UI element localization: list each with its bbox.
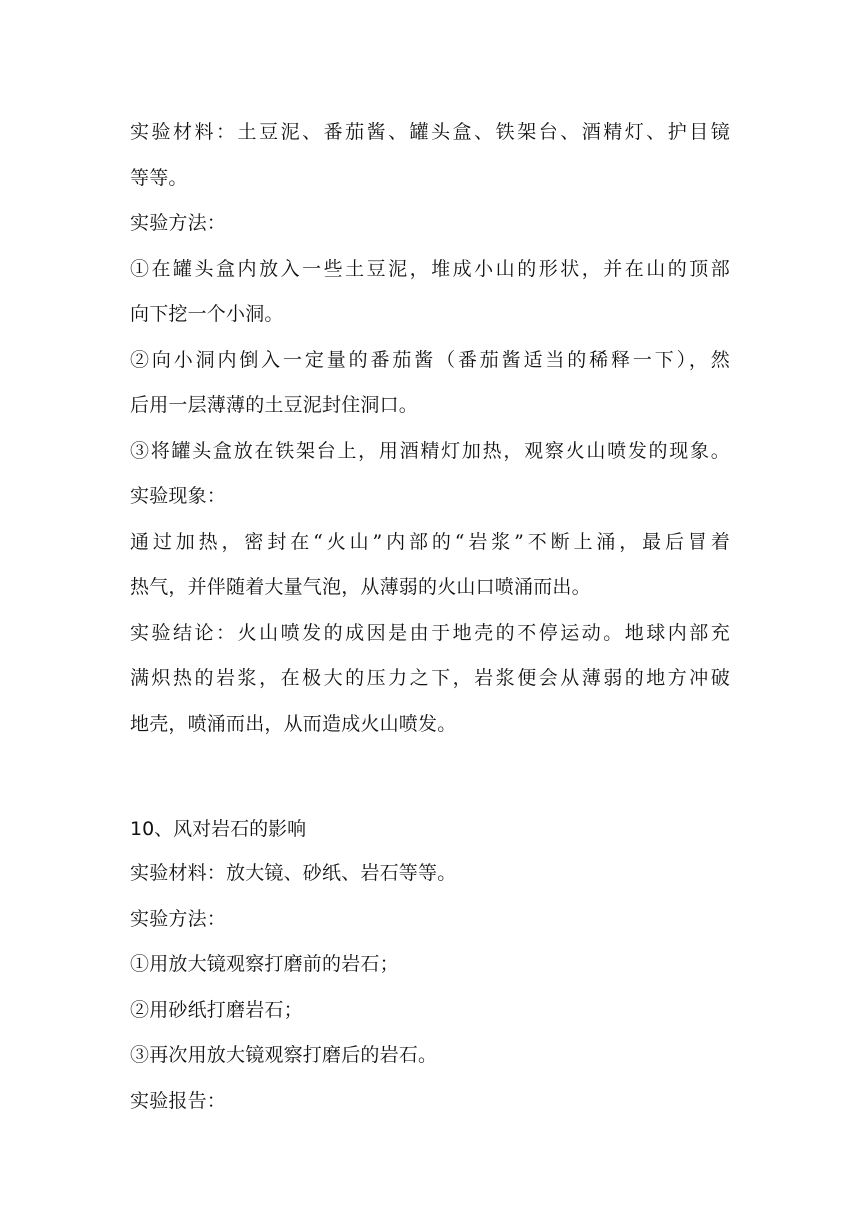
materials-line-1: 实验材料：土豆泥、番茄酱、罐头盒、铁架台、酒精灯、护目镜 [130, 121, 730, 143]
step1-line-2: 向下挖一个小洞。 [130, 303, 284, 325]
phenomenon-line-1: 通过加热，密封在“火山”内部的“岩浆”不断上涌，最后冒着 [130, 530, 730, 553]
step1-line: ①用放大镜观察打磨前的岩石； [130, 953, 399, 975]
section-heading: 10、风对岩石的影响 [130, 818, 307, 840]
step3-line: ③再次用放大镜观察打磨后的岩石。 [130, 1044, 438, 1066]
conclusion-line-3: 地壳，喷涌而出，从而造成火山喷发。 [130, 712, 457, 735]
method-label: 实验方法： [130, 212, 227, 234]
conclusion-line-1: 实验结论：火山喷发的成因是由于地壳的不停运动。地球内部充 [130, 621, 730, 644]
materials-line: 实验材料：放大镜、砂纸、岩石等等。 [130, 862, 457, 884]
method-label: 实验方法： [130, 907, 227, 930]
phenomenon-line-2: 热气，并伴随着大量气泡，从薄弱的火山口喷涌而出。 [130, 576, 591, 598]
phenomenon-label: 实验现象： [130, 485, 227, 507]
step2-line-1: ②向小洞内倒入一定量的番茄酱（番茄酱适当的稀释一下），然 [130, 348, 730, 371]
page-content [130, 110, 730, 1124]
step2-line: ②用砂纸打磨岩石； [130, 998, 303, 1021]
report-label: 实验报告： [130, 1089, 227, 1112]
conclusion-line-2: 满炽热的岩浆，在极大的压力之下，岩浆便会从薄弱的地方冲破 [130, 667, 730, 689]
step3-line: ③将罐头盒放在铁架台上，用酒精灯加热，观察火山喷发的现象。 [130, 439, 730, 462]
step2-line-2: 后用一层薄薄的土豆泥封住洞口。 [130, 394, 419, 416]
section-spacer [130, 747, 730, 793]
materials-line-2: 等等。 [130, 166, 188, 189]
step1-line-1: ①在罐头盒内放入一些土豆泥，堆成小山的形状，并在山的顶部 [130, 257, 730, 280]
